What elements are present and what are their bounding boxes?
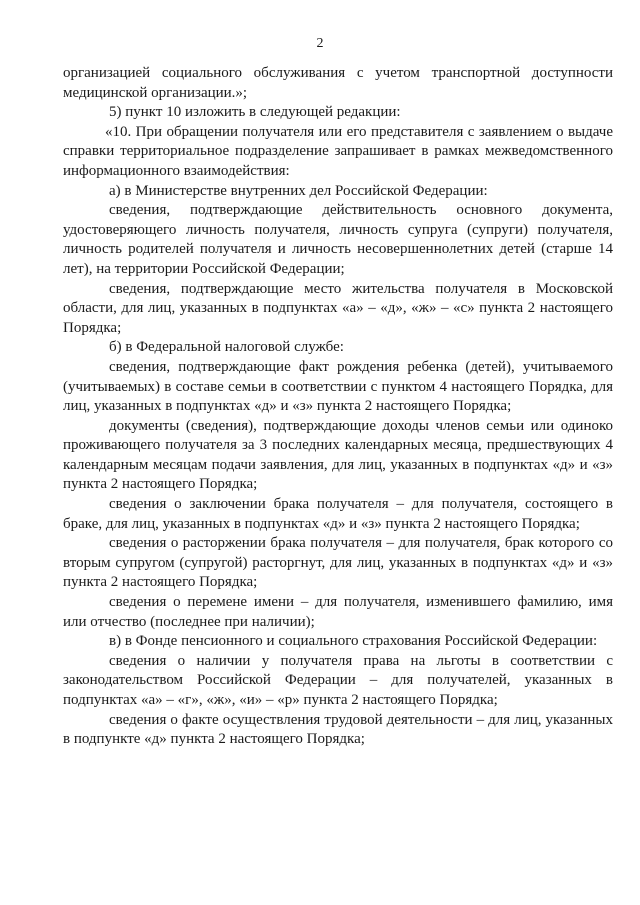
paragraph-name-change: сведения о перемене имени – для получателя, изменившего фамилию, имя или отчество (последнее при наличии); — [63, 594, 613, 630]
page-number: 2 — [316, 36, 324, 51]
paragraph-income-documents: документы (сведения), подтверждающие доходы членов семьи или одиноко проживающего получателя за 3 последних календарных месяца, предшествующих 4 календарным месяцам подачи заявления, для лиц, указанных в подпунктах «д» и «з» пункта 2 настоящего Порядка; — [63, 417, 613, 493]
paragraph-divorce: сведения о расторжении брака получателя – для получателя, брак которого со вторым супругом (супругой) расторгнут, для лиц, указанных в подпунктах «д» и «з» пункта 2 настоящего Порядка; — [63, 535, 613, 591]
document-body — [63, 64, 613, 750]
paragraph-identity-documents: сведения, подтверждающие действительность основного документа, удостоверяющего личность получателя, личность супруга (супруги) получателя, личность родителей получателя и личность несовершеннолетних детей (старше 14 лет), на территории Российской Федерации; — [63, 202, 613, 277]
paragraph-intro-continuation: организацией социального обслуживания с учетом транспортной доступности медицинской организации.»; — [63, 65, 613, 101]
paragraph-item-5: 5) пункт 10 изложить в следующей редакции: — [109, 104, 401, 121]
paragraph-subitem-a: а) в Министерстве внутренних дел Российской Федерации: — [109, 182, 488, 199]
paragraph-residence: сведения, подтверждающие место жительства получателя в Московской области, для лиц, указанных в подпунктах «а» – «д», «ж» – «с» пункта 2 настоящего Порядка; — [63, 280, 613, 336]
paragraph-benefits-right: сведения о наличии у получателя права на льготы в соответствии с законодательством Российской Федерации – для получателей, указанных в подпунктах «а» – «г», «ж», «и» – «р» пункта 2 настоящего Порядка; — [63, 652, 613, 708]
paragraph-birth-fact: сведения, подтверждающие факт рождения ребенка (детей), учитываемого (учитываемых) в составе семьи в соответствии с пунктом 4 настоящего Порядка, для лиц, указанных в подпунктах «д» и «з» пункта 2 настоящего Порядка; — [63, 358, 613, 415]
paragraph-employment: сведения о факте осуществления трудовой деятельности – для лиц, указанных в подпункте «д» пункта 2 настоящего Порядка; — [63, 711, 613, 748]
paragraph-point-10: «10. При обращении получателя или его представителя с заявлением о выдаче справки территориальное подразделение запрашивает в рамках межведомственного информационного взаимодействия: — [63, 123, 613, 179]
paragraph-subitem-v: в) в Фонде пенсионного и социального страхования Российской Федерации: — [109, 633, 598, 650]
paragraph-subitem-b: б) в Федеральной налоговой службе: — [109, 339, 344, 356]
paragraph-marriage: сведения о заключении брака получателя – для получателя, состоящего в браке, для лиц, указанных в подпунктах «д» и «з» пункта 2 настоящего Порядка; — [63, 496, 613, 532]
